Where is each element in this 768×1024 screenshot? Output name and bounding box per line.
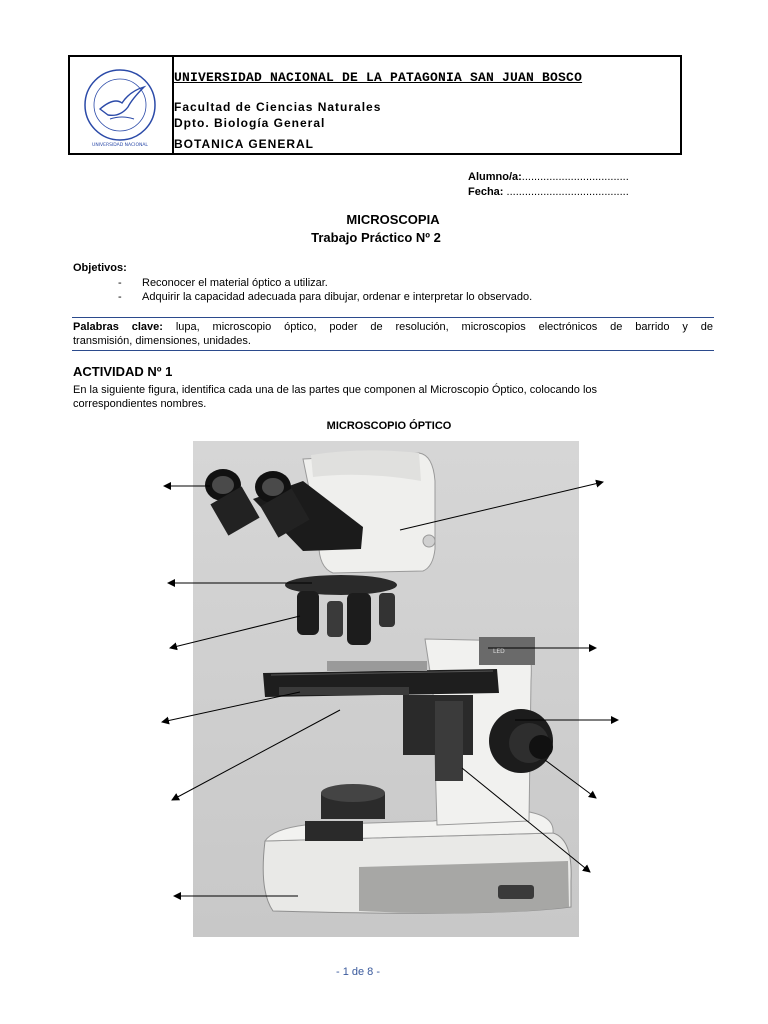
- figure-title: MICROSCOPIO ÓPTICO: [326, 420, 452, 432]
- objective-item: Adquirir la capacidad adecuada para dibujar, ordenar e interpretar lo observado.: [142, 291, 533, 303]
- arrow-stage: [162, 692, 300, 722]
- objectives-label: Objetivos:: [73, 262, 127, 274]
- activity-heading: ACTIVIDAD Nº 1: [73, 364, 173, 379]
- fecha-label: Fecha:: [468, 186, 504, 198]
- page-title: MICROSCOPIA: [346, 212, 440, 227]
- department-name: Dpto. Biología General: [174, 116, 326, 130]
- alumno-label: Alumno/a:: [468, 171, 522, 183]
- page-subtitle: Trabajo Práctico Nº 2: [311, 230, 441, 245]
- faculty-name: Facultad de Ciencias Naturales: [174, 100, 382, 114]
- page-number: - 1 de 8 -: [335, 966, 381, 978]
- svg-text:LED: LED: [493, 648, 505, 655]
- activity-text-1: En la siguiente figura, identifica cada una de las partes que componen al Microscopio Óptico, colocando los: [73, 384, 598, 396]
- alumno-dots: ...................................: [521, 171, 629, 183]
- svg-text:UNIVERSIDAD NACIONAL: UNIVERSIDAD NACIONAL: [92, 143, 148, 148]
- course-name: BOTANICA GENERAL: [174, 137, 314, 151]
- objective-bullet: -: [118, 277, 122, 289]
- objective-bullet: -: [118, 291, 122, 303]
- objective-item: Reconocer el material óptico a utilizar.: [142, 277, 328, 289]
- university-name: UNIVERSIDAD NACIONAL DE LA PATAGONIA SAN JUAN BOSCO: [174, 70, 583, 85]
- arrow-objective: [170, 616, 300, 648]
- fecha-dots: ........................................: [503, 186, 629, 198]
- keywords-text-2: transmisión, dimensiones, unidades.: [73, 335, 251, 347]
- arrow-condenser: [172, 710, 340, 800]
- arrow-pillar: [462, 768, 590, 872]
- keywords-label: Palabras clave:: [73, 321, 163, 333]
- activity-text-2: correspondientes nombres.: [73, 398, 207, 410]
- keywords-text-1: lupa, microscopio óptico, poder de resolución, microscopios electrónicos de barrido y de: [175, 321, 713, 333]
- arrow-head: [400, 482, 603, 530]
- arrow-fine-focus: [545, 760, 596, 798]
